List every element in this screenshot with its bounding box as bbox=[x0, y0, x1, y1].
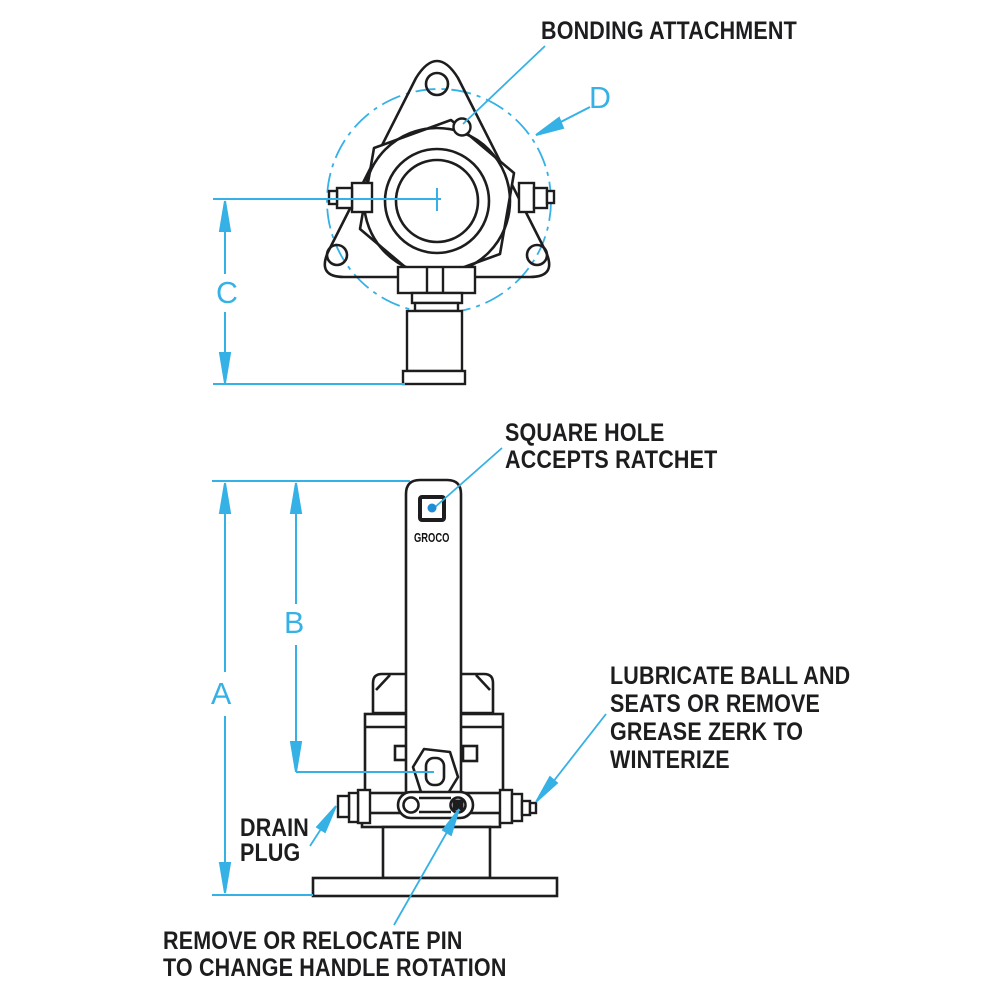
dimension-label-a: A bbox=[211, 676, 232, 711]
handle-side-view bbox=[406, 480, 461, 796]
callout-lubricate bbox=[610, 662, 850, 774]
arrowhead bbox=[220, 353, 230, 383]
grease-zerk-fitting bbox=[500, 790, 536, 823]
arrowhead bbox=[536, 777, 557, 802]
callout-square-hole-line1: SQUARE HOLE bbox=[505, 419, 665, 447]
dimension-d-leader bbox=[536, 107, 590, 135]
callout-lubricate-line2: SEATS OR REMOVE bbox=[610, 690, 821, 718]
callout-lubricate-line1: LUBRICATE BALL AND bbox=[610, 662, 851, 690]
arrowhead bbox=[317, 806, 336, 832]
arrowhead bbox=[291, 483, 301, 513]
dimension-label-b: B bbox=[284, 605, 305, 640]
callout-lubricate-line3: GREASE ZERK TO bbox=[610, 718, 804, 746]
bonding-tab bbox=[454, 119, 471, 136]
handle-top-view bbox=[398, 267, 475, 384]
brand-logo: GROCO bbox=[414, 530, 450, 545]
callout-lubricate-line4: WINTERIZE bbox=[610, 746, 730, 774]
flange-hole-right bbox=[527, 245, 547, 265]
callout-drain-line2: PLUG bbox=[240, 839, 301, 867]
base-flange bbox=[313, 878, 557, 896]
callout-square-hole-line2: ACCEPTS RATCHET bbox=[505, 446, 718, 474]
callout-drain-line1: DRAIN bbox=[240, 814, 309, 842]
arrowhead bbox=[291, 742, 301, 772]
callout-remove-pin-line1: REMOVE OR RELOCATE PIN bbox=[163, 927, 463, 955]
handle-bracket bbox=[398, 792, 473, 818]
zerk-top-view bbox=[519, 183, 534, 212]
callout-drain-plug bbox=[240, 816, 309, 866]
arrowhead bbox=[536, 118, 563, 135]
callout-remove-pin bbox=[163, 928, 507, 982]
body-boss-right bbox=[463, 746, 477, 761]
neck bbox=[383, 827, 490, 878]
callout-remove-pin-line2: TO CHANGE HANDLE ROTATION bbox=[163, 954, 507, 982]
flange-hole-top bbox=[426, 73, 448, 95]
arrowhead bbox=[220, 483, 230, 513]
top-view bbox=[213, 46, 590, 384]
dimension-label-c: C bbox=[216, 275, 238, 310]
drain-plug-fitting bbox=[338, 790, 370, 823]
arrowhead bbox=[220, 201, 230, 231]
dimension-label-d: D bbox=[589, 80, 611, 115]
bonding-leader bbox=[463, 46, 545, 124]
arrowhead bbox=[220, 863, 230, 893]
drain-plug-top-view bbox=[352, 183, 372, 212]
callout-bonding-attachment: BONDING ATTACHMENT bbox=[541, 17, 797, 45]
callout-square-hole bbox=[505, 420, 717, 474]
leader-dot bbox=[428, 504, 437, 513]
square-hole-leader bbox=[434, 448, 502, 508]
